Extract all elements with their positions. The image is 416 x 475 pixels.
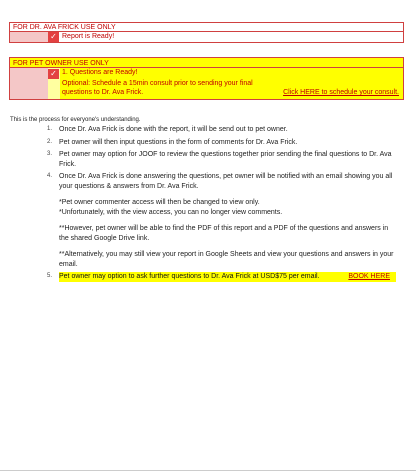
page-bottom-divider [0,470,416,471]
step-text: Once Dr. Ava Frick is done answering the questions, pet owner will be notified with an email showing you all your questions & answers from Dr. Ava Frick. [59,173,393,190]
process-steps-list [47,125,396,285]
step-text: Pet owner may option to ask further questions to Dr. Ava Frick at USD$75 per email. [59,273,320,280]
step-5-highlight [59,272,396,282]
schedule-consult-link[interactable]: Click HERE to schedule your consult. [283,89,399,96]
owner-section-header: FOR PET OWNER USE ONLY [9,57,404,68]
list-item [47,125,396,135]
optional-line-1: Optional: Schedule a 15min consult prior to sending your final [62,80,253,87]
step-number: 4. [47,173,53,179]
checked-checkbox-icon[interactable]: ✓ [48,69,59,79]
questions-ready-text: 1. Questions are Ready! [62,69,138,76]
step-number: 3. [47,151,53,157]
dr-status-row [9,32,404,43]
step-text: Once Dr. Ava Frick is done with the report, it will be send out to pet owner. [59,126,288,133]
step-text: Pet owner may option for JOOF to review the questions together prior sending the final questions to Dr. Ava Frick. [59,151,392,168]
report-ready-text: Report is Ready! [62,33,115,40]
step-number: 1. [47,126,53,132]
note-view-only: *Pet owner commenter access will then be changed to view only. [59,199,260,206]
list-item [47,272,396,282]
owner-status-row [9,68,404,100]
checked-checkbox-icon[interactable]: ✓ [48,32,59,42]
step-text: Pet owner will then input questions in the form of comments for Dr. Ava Frick. [59,138,298,146]
note-no-comments: *Unfortunately, with the view access, you can no longer view comments. [59,208,283,216]
intro-text: This is the process for everyone's understanding. [10,117,141,123]
optional-consult-text [62,79,302,97]
note-pdf-drive: **However, pet owner will be able to find the PDF of this report and a PDF of the questions and answers in the shared Google Drive link. [59,225,389,242]
dr-row-pink-cell [10,32,48,42]
list-item [47,150,396,169]
list-item [47,172,396,269]
step-number: 2. [47,138,53,145]
owner-row-pink-cell [10,68,48,99]
dr-section-header: FOR DR. AVA FRICK USE ONLY [9,22,404,32]
note-google-sheets: **Alternatively, you may still view your report in Google Sheets and view your questions and answers in your email. [59,251,394,268]
optional-line-2: questions to Dr. Ava Frick. [62,89,144,96]
list-item [47,138,396,148]
step-number: 5. [47,273,53,279]
book-here-link[interactable]: BOOK HERE [348,273,390,280]
